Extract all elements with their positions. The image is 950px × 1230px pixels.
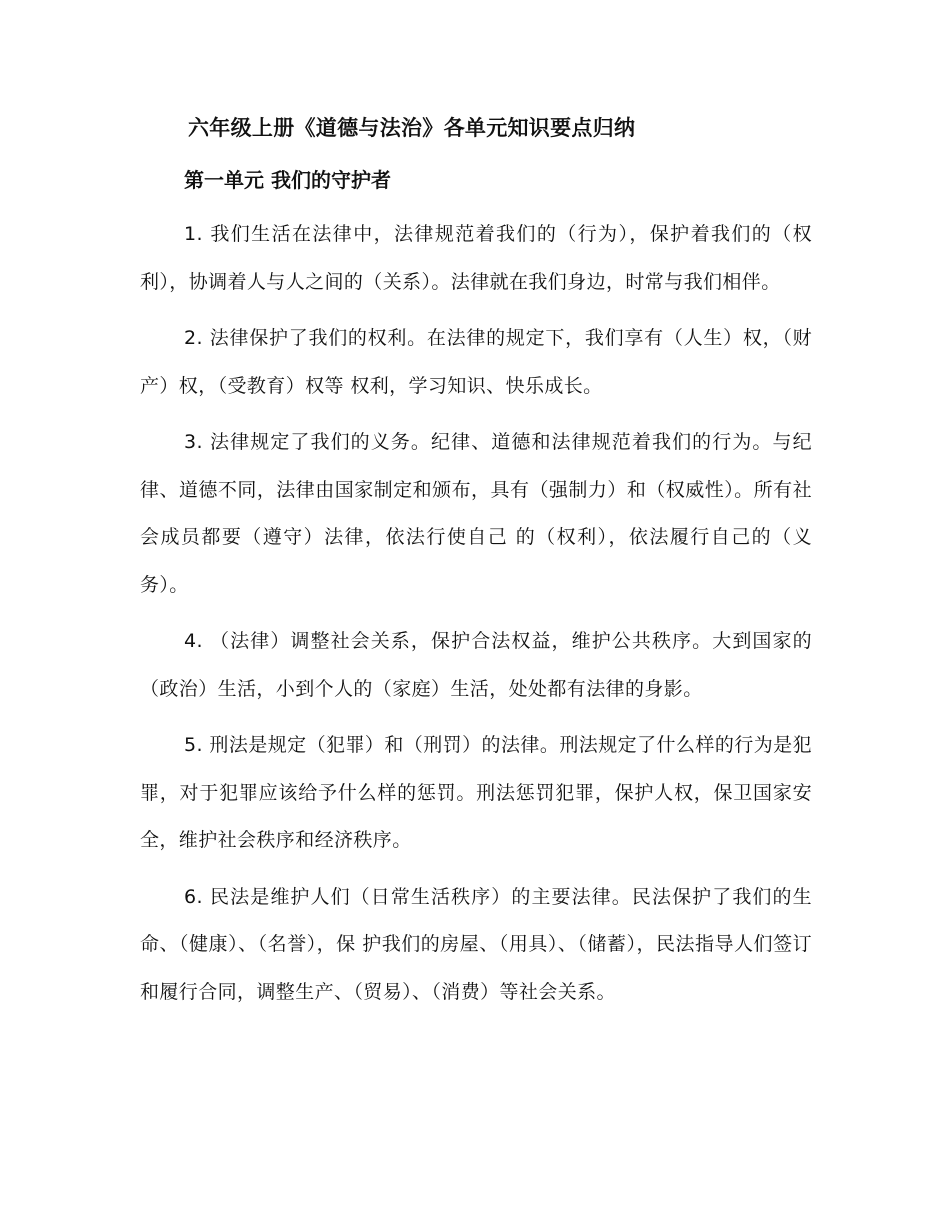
paragraph-1: 1. 我们生活在法律中，法律规范着我们的（行为），保护着我们的（权利），协调着人与人之间的（关系）。法律就在我们身边，时常与我们相伴。	[140, 223, 812, 293]
document-title: 六年级上册《道德与法治》各单元知识要点归纳	[188, 116, 636, 140]
paragraph-2: 2. 法律保护了我们的权利。在法律的规定下，我们享有（人生）权，（财产）权，（受教育）权等 权利，学习知识、快乐成长。	[140, 327, 812, 397]
paragraph-5: 5. 刑法是规定（犯罪）和（刑罚）的法律。刑法规定了什么样的行为是犯罪，对于犯罪应该给予什么样的惩罚。刑法惩罚犯罪，保护人权，保卫国家安全，维护社会秩序和经济秩序。	[140, 734, 812, 851]
paragraph-4: 4. （法律）调整社会关系，保护合法权益，维护公共秩序。大到国家的（政治）生活，小到个人的（家庭）生活，处处都有法律的身影。	[140, 630, 812, 700]
unit-heading: 第一单元 我们的守护者	[184, 168, 391, 192]
document-body	[140, 211, 812, 1025]
paragraph-6: 6. 民法是维护人们（日常生活秩序）的主要法律。民法保护了我们的生命、（健康）、（名誉），保 护我们的房屋、（用具）、（储蓄），民法指导人们签订和履行合同，调整生产、（贸易）、（消费）等社会关系。	[140, 885, 812, 1003]
paragraph-3: 3. 法律规定了我们的义务。纪律、道德和法律规范着我们的行为。与纪律、道德不同，法律由国家制定和颁布，具有（强制力）和（权威性）。所有社会成员都要（遵守）法律，依法行使自己 的（权利），依法履行自己的（义务）。	[140, 431, 812, 596]
